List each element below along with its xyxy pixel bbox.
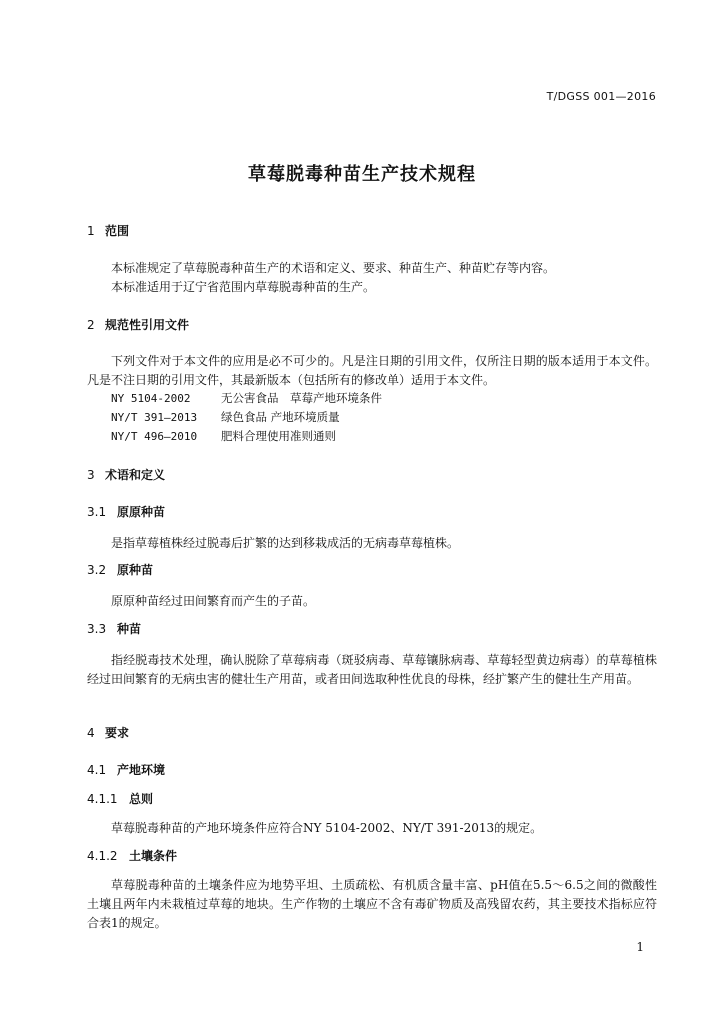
subsection-title: 种苗	[117, 622, 142, 636]
subsection-number: 4.1.2	[87, 849, 118, 863]
subsection-4-1-1-heading	[87, 790, 153, 807]
paragraph: 下列文件对于本文件的应用是必不可少的。凡是注日期的引用文件，仅所注日期的版本适用于本文件。凡是不注日期的引用文件，其最新版本（包括所有的修改单）适用于本文件。	[87, 354, 657, 387]
paragraph: 本标准适用于辽宁省范围内草莓脱毒种苗的生产。	[111, 280, 376, 294]
subsection-title: 土壤条件	[129, 849, 178, 863]
reference-code: NY 5104-2002	[111, 392, 191, 405]
section-number: 3	[87, 468, 95, 482]
section-2-heading	[87, 316, 189, 333]
reference-title: 绿色食品 产地环境质量	[221, 410, 340, 424]
section-number: 1	[87, 224, 95, 238]
subsection-title: 总则	[129, 792, 154, 806]
reference-title: 无公害食品 草莓产地环境条件	[221, 391, 382, 405]
reference-title: 肥料合理使用准则通则	[221, 429, 336, 443]
section-4-heading	[87, 724, 129, 741]
subsection-4-1-2-heading	[87, 847, 177, 864]
subsection-number: 3.2	[87, 563, 107, 577]
section-title: 要求	[105, 726, 130, 740]
subsection-number: 3.1	[87, 505, 107, 519]
reference-item	[111, 428, 336, 444]
subsection-title: 原原种苗	[117, 505, 166, 519]
reference-item	[111, 390, 382, 406]
section-number: 4	[87, 726, 95, 740]
paragraph: 本标准规定了草莓脱毒种苗生产的术语和定义、要求、种苗生产、种苗贮存等内容。	[111, 261, 556, 275]
reference-code: NY/T 391—2013	[111, 411, 198, 424]
subsection-4-1-heading	[87, 761, 165, 778]
subsection-number: 3.3	[87, 622, 107, 636]
paragraph: 是指草莓植株经过脱毒后扩繁的达到移栽成活的无病毒草莓植株。	[111, 536, 460, 550]
paragraph: 原原种苗经过田间繁育而产生的子苗。	[111, 594, 316, 608]
reference-code: NY/T 496—2010	[111, 430, 198, 443]
section-title: 范围	[105, 224, 130, 238]
section-title: 规范性引用文件	[105, 318, 190, 332]
document-title: 草莓脱毒种苗生产技术规程	[248, 164, 476, 185]
subsection-3-2-heading	[87, 561, 153, 578]
subsection-title: 原种苗	[117, 563, 154, 577]
section-title: 术语和定义	[105, 468, 166, 482]
subsection-number: 4.1.1	[87, 792, 118, 806]
page-number: 1	[636, 940, 644, 954]
reference-item	[111, 409, 340, 425]
paragraph: 指经脱毒技术处理，确认脱除了草莓病毒（斑驳病毒、草莓镶脉病毒、草莓轻型黄边病毒）的草莓植株经过田间繁育的无病虫害的健壮生产用苗，或者田间选取种性优良的母株，经扩繁产生的健壮生产用苗。	[87, 653, 657, 686]
section-1-heading	[87, 222, 129, 239]
subsection-3-3-heading	[87, 620, 141, 637]
subsection-title: 产地环境	[117, 763, 166, 777]
standard-code: T/DGSS 001—2016	[546, 90, 656, 103]
section-number: 2	[87, 318, 95, 332]
section-3-heading	[87, 466, 165, 483]
subsection-3-1-heading	[87, 503, 165, 520]
paragraph: 草莓脱毒种苗的产地环境条件应符合NY 5104-2002、NY/T 391-2013的规定。	[111, 821, 543, 835]
subsection-number: 4.1	[87, 763, 107, 777]
paragraph: 草莓脱毒种苗的土壤条件应为地势平坦、土质疏松、有机质含量丰富、pH值在5.5～6.5之间的微酸性土壤且两年内未栽植过草莓的地块。生产作物的土壤应不含有毒矿物质及高残留农药，其主要技术指标应符合表1的规定。	[87, 878, 657, 930]
